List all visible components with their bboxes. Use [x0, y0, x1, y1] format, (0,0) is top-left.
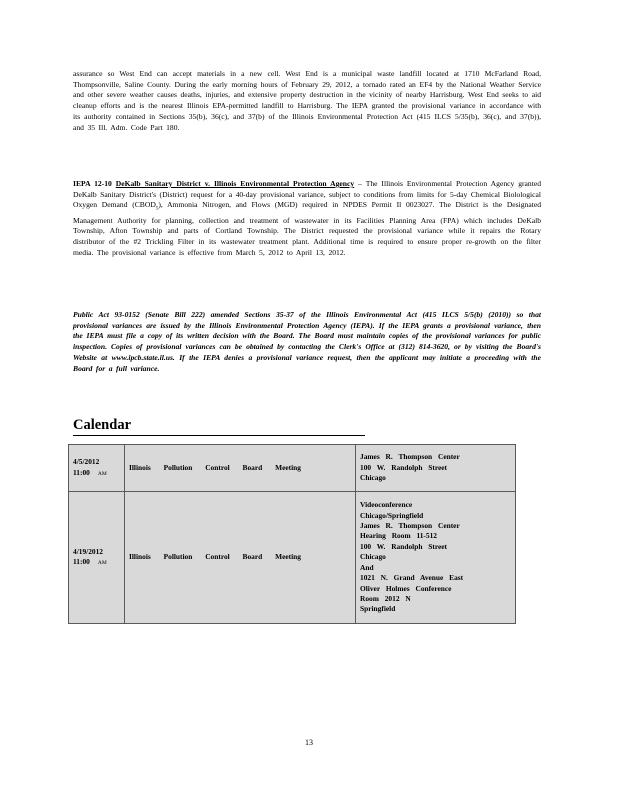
event-time: 11:00 AM — [73, 557, 107, 566]
event-description-cell — [125, 445, 356, 492]
case-title: DeKalb Sanitary District v. Illinois Environmental Protection Agency — [115, 179, 355, 188]
calendar-row — [69, 492, 516, 624]
calendar-table — [68, 444, 516, 624]
location-line: Chicago — [360, 473, 386, 483]
event-location-cell — [356, 445, 516, 492]
location-line: Oliver Holmes Conference — [360, 583, 452, 593]
event-date: 4/19/2012 — [73, 546, 103, 556]
event-date: 4/5/2012 — [73, 457, 100, 467]
location-line: Chicago/Springfield — [360, 510, 424, 520]
case-heading — [73, 179, 354, 188]
calendar-body — [69, 445, 516, 624]
case-number: IEPA 12-10 — [73, 179, 112, 188]
event-time: 11:00 AM — [73, 467, 107, 477]
location-line: Chicago — [360, 552, 386, 562]
calendar-row — [69, 445, 516, 492]
location-line: And — [360, 562, 374, 572]
paragraph-dekalb — [73, 179, 541, 258]
location-line: 100 W. Randolph Street — [360, 541, 448, 551]
paragraph-west-end: assurance so West End can accept materials in a new cell. West End is a municipal waste landfill located at 1710 McFarland Road, Thompsonville, Saline County. During the early morning hours of February 29, 2012, a tornado rated an EF4 by the National Weather Service and other severe weather causes deaths, injuries, and extensive property destruction in the vicinity of nearby Harrisburg. West End seeks to aid cleanup efforts and is the nearest Illinois EPA-permitted landfill to Harrisburg. The IEPA granted the provisional variance in accordance with its authority contained in Sections 35(b), 36(c), and 37(b) of the Illinois Environmental Protection Act (415 ILCS 5/35(b), 36(c), and 37(b)), and 35 Ill. Adm. Code Part 180. — [73, 69, 541, 132]
case-dash: – — [354, 179, 366, 188]
page-number: 13 — [305, 738, 313, 747]
event-description: Illinois Pollution Control Board Meeting — [129, 552, 301, 562]
event-date-cell — [69, 445, 125, 492]
calendar-heading: Calendar — [73, 416, 365, 436]
location-line: Videoconference — [360, 500, 413, 510]
location-line: Room 2012 N — [360, 593, 411, 603]
location-line: 100 W. Randolph Street — [360, 462, 448, 472]
location-line: Springfield — [360, 604, 396, 614]
event-location-cell — [356, 492, 516, 624]
location-line: James R. Thompson Center — [360, 521, 460, 531]
event-description-cell — [125, 492, 356, 624]
location-line: 1021 N. Grand Avenue East — [360, 573, 464, 583]
case-body-b: ), Ammonia Nitrogen, and Flows (MGD) required in NPDES Permit Il 0023027. The District is the Designated Management Authority for planning, collection and treatment of wastewater in its Facilities Planning Area (FPA) which includes DeKalb Township, Afton Township and parts of Cortland Township. The District requested the provisional variance while it repairs the Rotary distributor of the #2 Trickling Filter in its wastewater treatment plant. Additional time is required to ensure proper re-growth on the filter media. The provisional variance is effective from March 5, 2012 to April 13, 2012. — [73, 200, 541, 257]
event-date-cell — [69, 492, 125, 624]
paragraph-public-act: Public Act 93-0152 (Senate Bill 222) amended Sections 35-37 of the Illinois Environmental Act (415 ILCS 5/5(b) (2010)) so that provisional variances are issued by the Illinois Environmental Protection Agency (IEPA). If the IEPA grants a provisional variance, then the IEPA must file a copy of its written decision with the Board. The Board must maintain copies of the provisional variances for public inspection. Copies of provisional variances can be obtained by contacting the Clerk's Office at (312) 814-3620, or by visiting the Board's Website at www.ipcb.state.il.us. If the IEPA denies a provisional variance request, then the applicant may initiate a proceeding with the Board for a full variance. — [73, 310, 541, 373]
location-line: Hearing Room 11-512 — [360, 531, 437, 541]
case-body-a: The Illinois Environmental Protection Agency granted DeKalb Sanitary District's (District) request for a 40-day provisional variance, subject to conditions from limits for 5-day Chemical Biolological Oxygen Demand (CBOD — [73, 179, 541, 210]
event-description: Illinois Pollution Control Board Meeting — [129, 462, 301, 472]
cbod-subscript: 5 — [155, 206, 159, 212]
location-line: James R. Thompson Center — [360, 452, 460, 462]
